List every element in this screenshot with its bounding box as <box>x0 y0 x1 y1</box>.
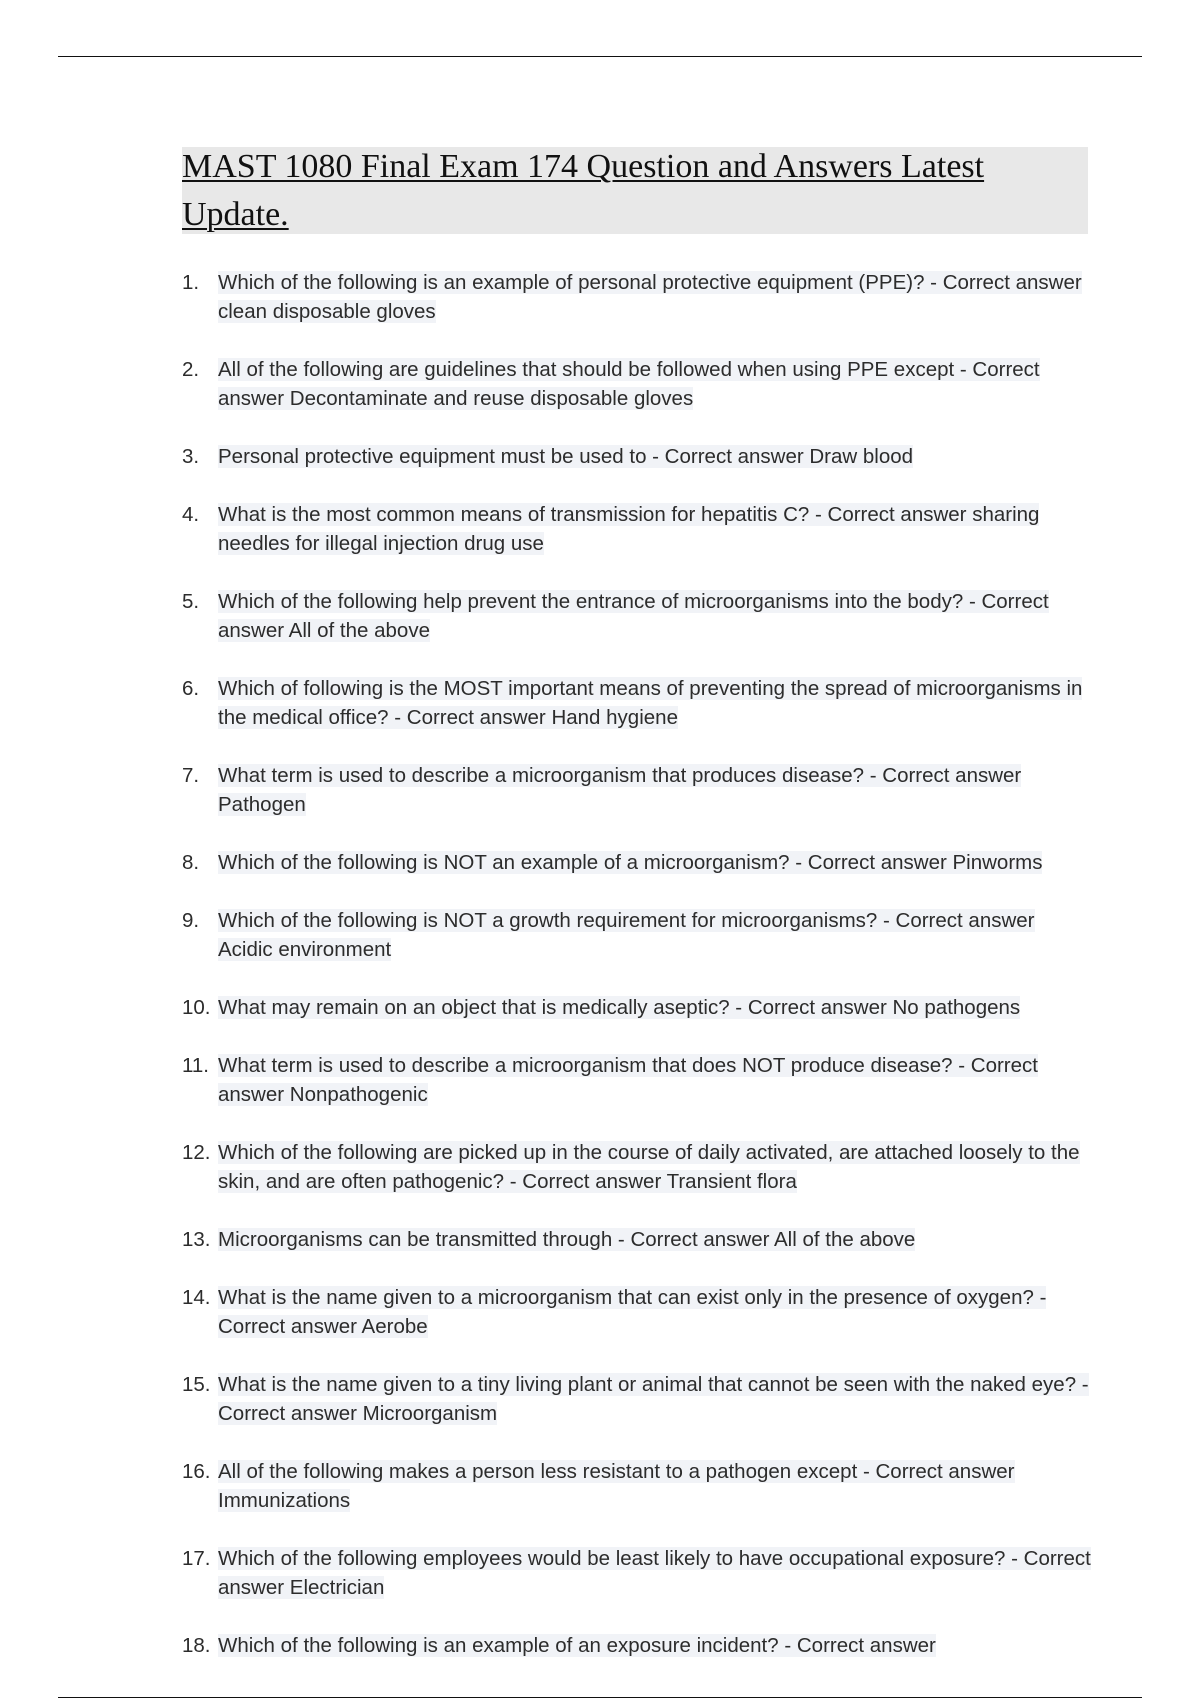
question-text: All of the following are guidelines that should be followed when using PPE except - Correct answer Decontaminate and reuse disposable gloves <box>218 358 1040 410</box>
question-number: 17. <box>182 1547 211 1570</box>
question-item <box>182 1370 1092 1428</box>
bottom-rule <box>58 1697 1142 1698</box>
question-number: 18. <box>182 1634 211 1657</box>
question-text: What term is used to describe a microorganism that does NOT produce disease? - Correct answer Nonpathogenic <box>218 1054 1038 1106</box>
question-number: 5. <box>182 590 200 613</box>
question-text: What term is used to describe a microorganism that produces disease? - Correct answer Pathogen <box>218 764 1022 816</box>
question-text: Microorganisms can be transmitted through - Correct answer All of the above <box>218 1228 916 1251</box>
question-number: 16. <box>182 1460 211 1483</box>
question-item <box>182 906 1092 964</box>
question-item <box>182 1544 1092 1602</box>
question-number: 8. <box>182 851 200 874</box>
question-item <box>182 1283 1092 1341</box>
question-item <box>182 1138 1092 1196</box>
question-item <box>182 1631 1092 1660</box>
question-text: Which of the following are picked up in the course of daily activated, are attached loosely to the skin, and are often pathogenic? - Correct answer Transient flora <box>218 1141 1080 1193</box>
question-item <box>182 1457 1092 1515</box>
question-item <box>182 761 1092 819</box>
top-rule <box>58 56 1142 57</box>
question-number: 12. <box>182 1141 211 1164</box>
question-item <box>182 268 1092 326</box>
question-number: 10. <box>182 996 211 1019</box>
question-number: 9. <box>182 909 200 932</box>
question-item <box>182 587 1092 645</box>
question-number: 1. <box>182 271 200 294</box>
question-text: What is the most common means of transmission for hepatitis C? - Correct answer sharing needles for illegal injection drug use <box>218 503 1040 555</box>
question-number: 4. <box>182 503 200 526</box>
question-number: 2. <box>182 358 200 381</box>
question-item <box>182 1051 1092 1109</box>
question-text: What may remain on an object that is medically aseptic? - Correct answer No pathogens <box>218 996 1021 1019</box>
question-item <box>182 355 1092 413</box>
question-number: 3. <box>182 445 200 468</box>
question-text: All of the following makes a person less resistant to a pathogen except - Correct answer Immunizations <box>218 1460 1015 1512</box>
question-item <box>182 848 1092 877</box>
question-text: What is the name given to a microorganism that can exist only in the presence of oxygen? - Correct answer Aerobe <box>218 1286 1047 1338</box>
question-text: Which of the following is an example of an exposure incident? - Correct answer <box>218 1634 936 1657</box>
question-item <box>182 500 1092 558</box>
question-text: Which of the following help prevent the entrance of microorganisms into the body? - Correct answer All of the above <box>218 590 1049 642</box>
question-item <box>182 993 1092 1022</box>
question-number: 7. <box>182 764 200 787</box>
question-number: 6. <box>182 677 200 700</box>
question-item <box>182 442 1092 471</box>
question-text: Which of the following is NOT a growth requirement for microorganisms? - Correct answer Acidic environment <box>218 909 1035 961</box>
question-list <box>182 268 1092 1689</box>
question-number: 13. <box>182 1228 211 1251</box>
document-title: MAST 1080 Final Exam 174 Question and Answers Latest Update. <box>182 148 985 233</box>
question-text: Which of the following is NOT an example of a microorganism? - Correct answer Pinworms <box>218 851 1043 874</box>
question-text: What is the name given to a tiny living plant or animal that cannot be seen with the naked eye? - Correct answer Microorganism <box>218 1373 1089 1425</box>
question-text: Which of the following employees would be least likely to have occupational exposure? - Correct answer Electrician <box>218 1547 1091 1599</box>
question-text: Which of following is the MOST important means of preventing the spread of microorganisms in the medical office? - Correct answer Hand hygiene <box>218 677 1083 729</box>
question-item <box>182 1225 1092 1254</box>
question-text: Personal protective equipment must be used to - Correct answer Draw blood <box>218 445 914 468</box>
question-text: Which of the following is an example of personal protective equipment (PPE)? - Correct answer clean disposable gloves <box>218 271 1082 323</box>
question-number: 15. <box>182 1373 211 1396</box>
question-number: 11. <box>182 1054 209 1077</box>
question-item <box>182 674 1092 732</box>
question-number: 14. <box>182 1286 211 1309</box>
